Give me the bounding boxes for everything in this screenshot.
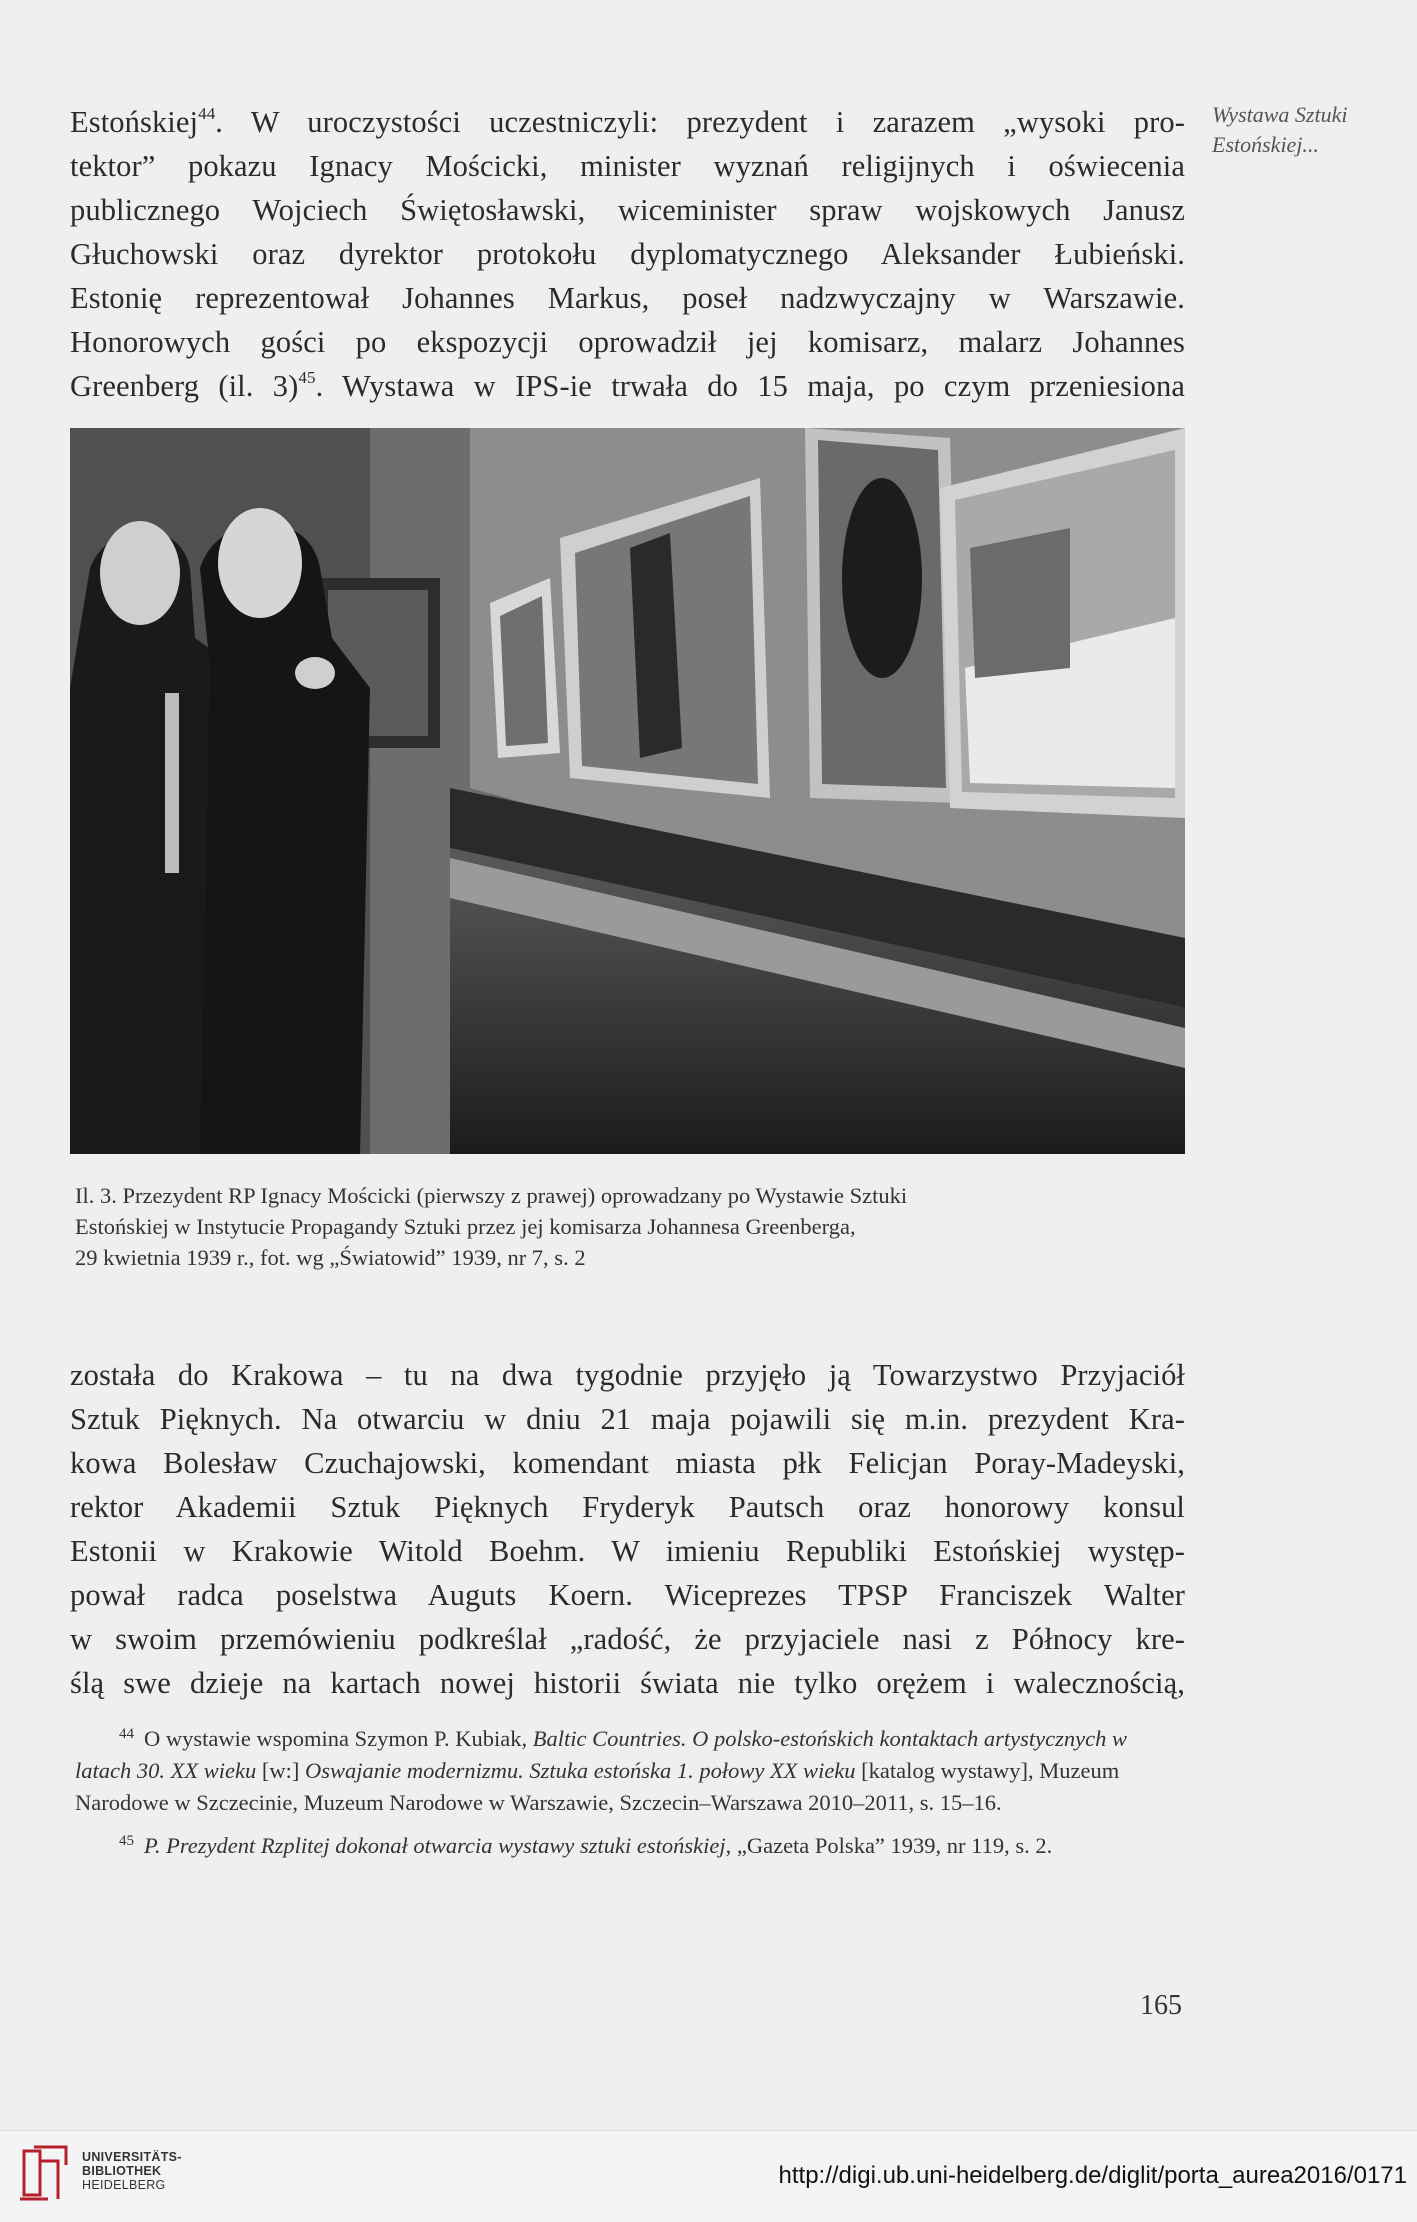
footnote-44: $^{44}$ O wystawie wspomina Szymon P. Kubiak, Baltic Countries. O polsko-estońskich kontaktach artystycznych w latach 30. XX wieku [w:] Oswajanie modernizmu. Sztuka estońska 1. połowy XX wieku [katalog wystawy], Muzeum Narodowe w Szczecinie, Muzeum Narodowe w Warszawie, Szczecin–Warszawa 2010–2011, s. 15–16. [75, 1726, 1127, 1815]
paragraph-bottom [70, 1353, 1185, 1705]
text-line: publicznego Wojciech Świętosławski, wiceminister spraw wojskowych Janusz [70, 193, 1185, 227]
photo-image [70, 428, 1185, 1154]
footnote-45: $^{45}$ P. Prezydent Rzplitej dokonał otwarcia wystawy sztuki estońskiej, „Gazeta Polska” 1939, nr 119, s. 2. [119, 1833, 1053, 1858]
text-line: została do Krakowa – tu na dwa tygodnie przyjęło ją Towarzystwo Przyjaciół [70, 1358, 1185, 1392]
footnote-number: 45 [119, 1833, 134, 1849]
margin-note-line: Wystawa Sztuki [1212, 102, 1348, 127]
document-url-link[interactable]: http://digi.ub.uni-heidelberg.de/diglit/porta_aurea2016/0171 [778, 2162, 1407, 2189]
footnote-number: 44 [119, 1726, 134, 1742]
text-line: w swoim przemówieniu podkreślał „radość, że przyjaciele nasi z Północy kre- [70, 1622, 1185, 1656]
caption-line: Il. 3. Przezydent RP Ignacy Mościcki (pierwszy z prawej) oprowadzany po Wystawie Sztuki [75, 1183, 908, 1208]
text-line: Sztuk Pięknych. Na otwarciu w dniu 21 maja pojawili się m.in. prezydent Kra- [70, 1402, 1185, 1436]
caption-line: Estońskiej w Instytucie Propagandy Sztuki przez jej komisarza Johannesa Greenberga, [75, 1214, 856, 1239]
text-line: Estonii w Krakowie Witold Boehm. W imieniu Republiki Estońskiej występ- [70, 1534, 1185, 1568]
page-number: 165 [1140, 1990, 1182, 2021]
text-line: tektor” pokazu Ignacy Mościcki, minister wyznań religijnych i oświecenia [70, 149, 1185, 183]
exhibition-photo [70, 428, 1185, 1154]
text-line: pował radca poselstwa Auguts Koern. Wiceprezes TPSP Franciszek Walter [70, 1578, 1185, 1612]
footnotes [75, 1718, 1185, 1868]
text-line: Greenberg (il. 3)$^{45}$. Wystawa w IPS-ie trwała do 15 maja, po czym przeniesiona [70, 368, 1185, 403]
margin-note-line: Estońskiej... [1212, 132, 1319, 157]
caption-line: 29 kwietnia 1939 r., fot. wg „Światowid” 1939, nr 7, s. 2 [75, 1245, 586, 1270]
footnote-ref[interactable]: 44 [198, 104, 216, 123]
margin-note [1212, 100, 1412, 160]
text-line: Głuchowski oraz dyrektor protokołu dyplomatycznego Aleksander Łubieński. [70, 237, 1185, 271]
text-line: Estonię reprezentował Johannes Markus, poseł nadzwyczajny w Warszawie. [70, 281, 1185, 315]
text-line: Honorowych gości po ekspozycji oprowadził jej komisarz, malarz Johannes [70, 325, 1185, 359]
figure-caption [75, 1180, 1185, 1273]
text-line: Estońskiej$^{44}$. W uroczystości uczestniczyli: prezydent i zarazem „wysoki pro- [70, 104, 1185, 139]
text-line: kowa Bolesław Czuchajowski, komendant miasta płk Felicjan Poray-Madeyski, [70, 1446, 1185, 1480]
text-line: rektor Akademii Sztuk Pięknych Fryderyk Pautsch oraz honorowy konsul [70, 1490, 1185, 1524]
library-logo-icon[interactable] [18, 2143, 74, 2203]
text-line: ślą swe dzieje na kartach nowej historii świata nie tylko orężem i walecznością, [70, 1666, 1185, 1700]
footnote-ref[interactable]: 45 [298, 368, 316, 387]
paragraph-top [70, 100, 1185, 408]
library-name[interactable]: UNIVERSITÄTS- BIBLIOTHEK HEIDELBERG [82, 2150, 182, 2192]
